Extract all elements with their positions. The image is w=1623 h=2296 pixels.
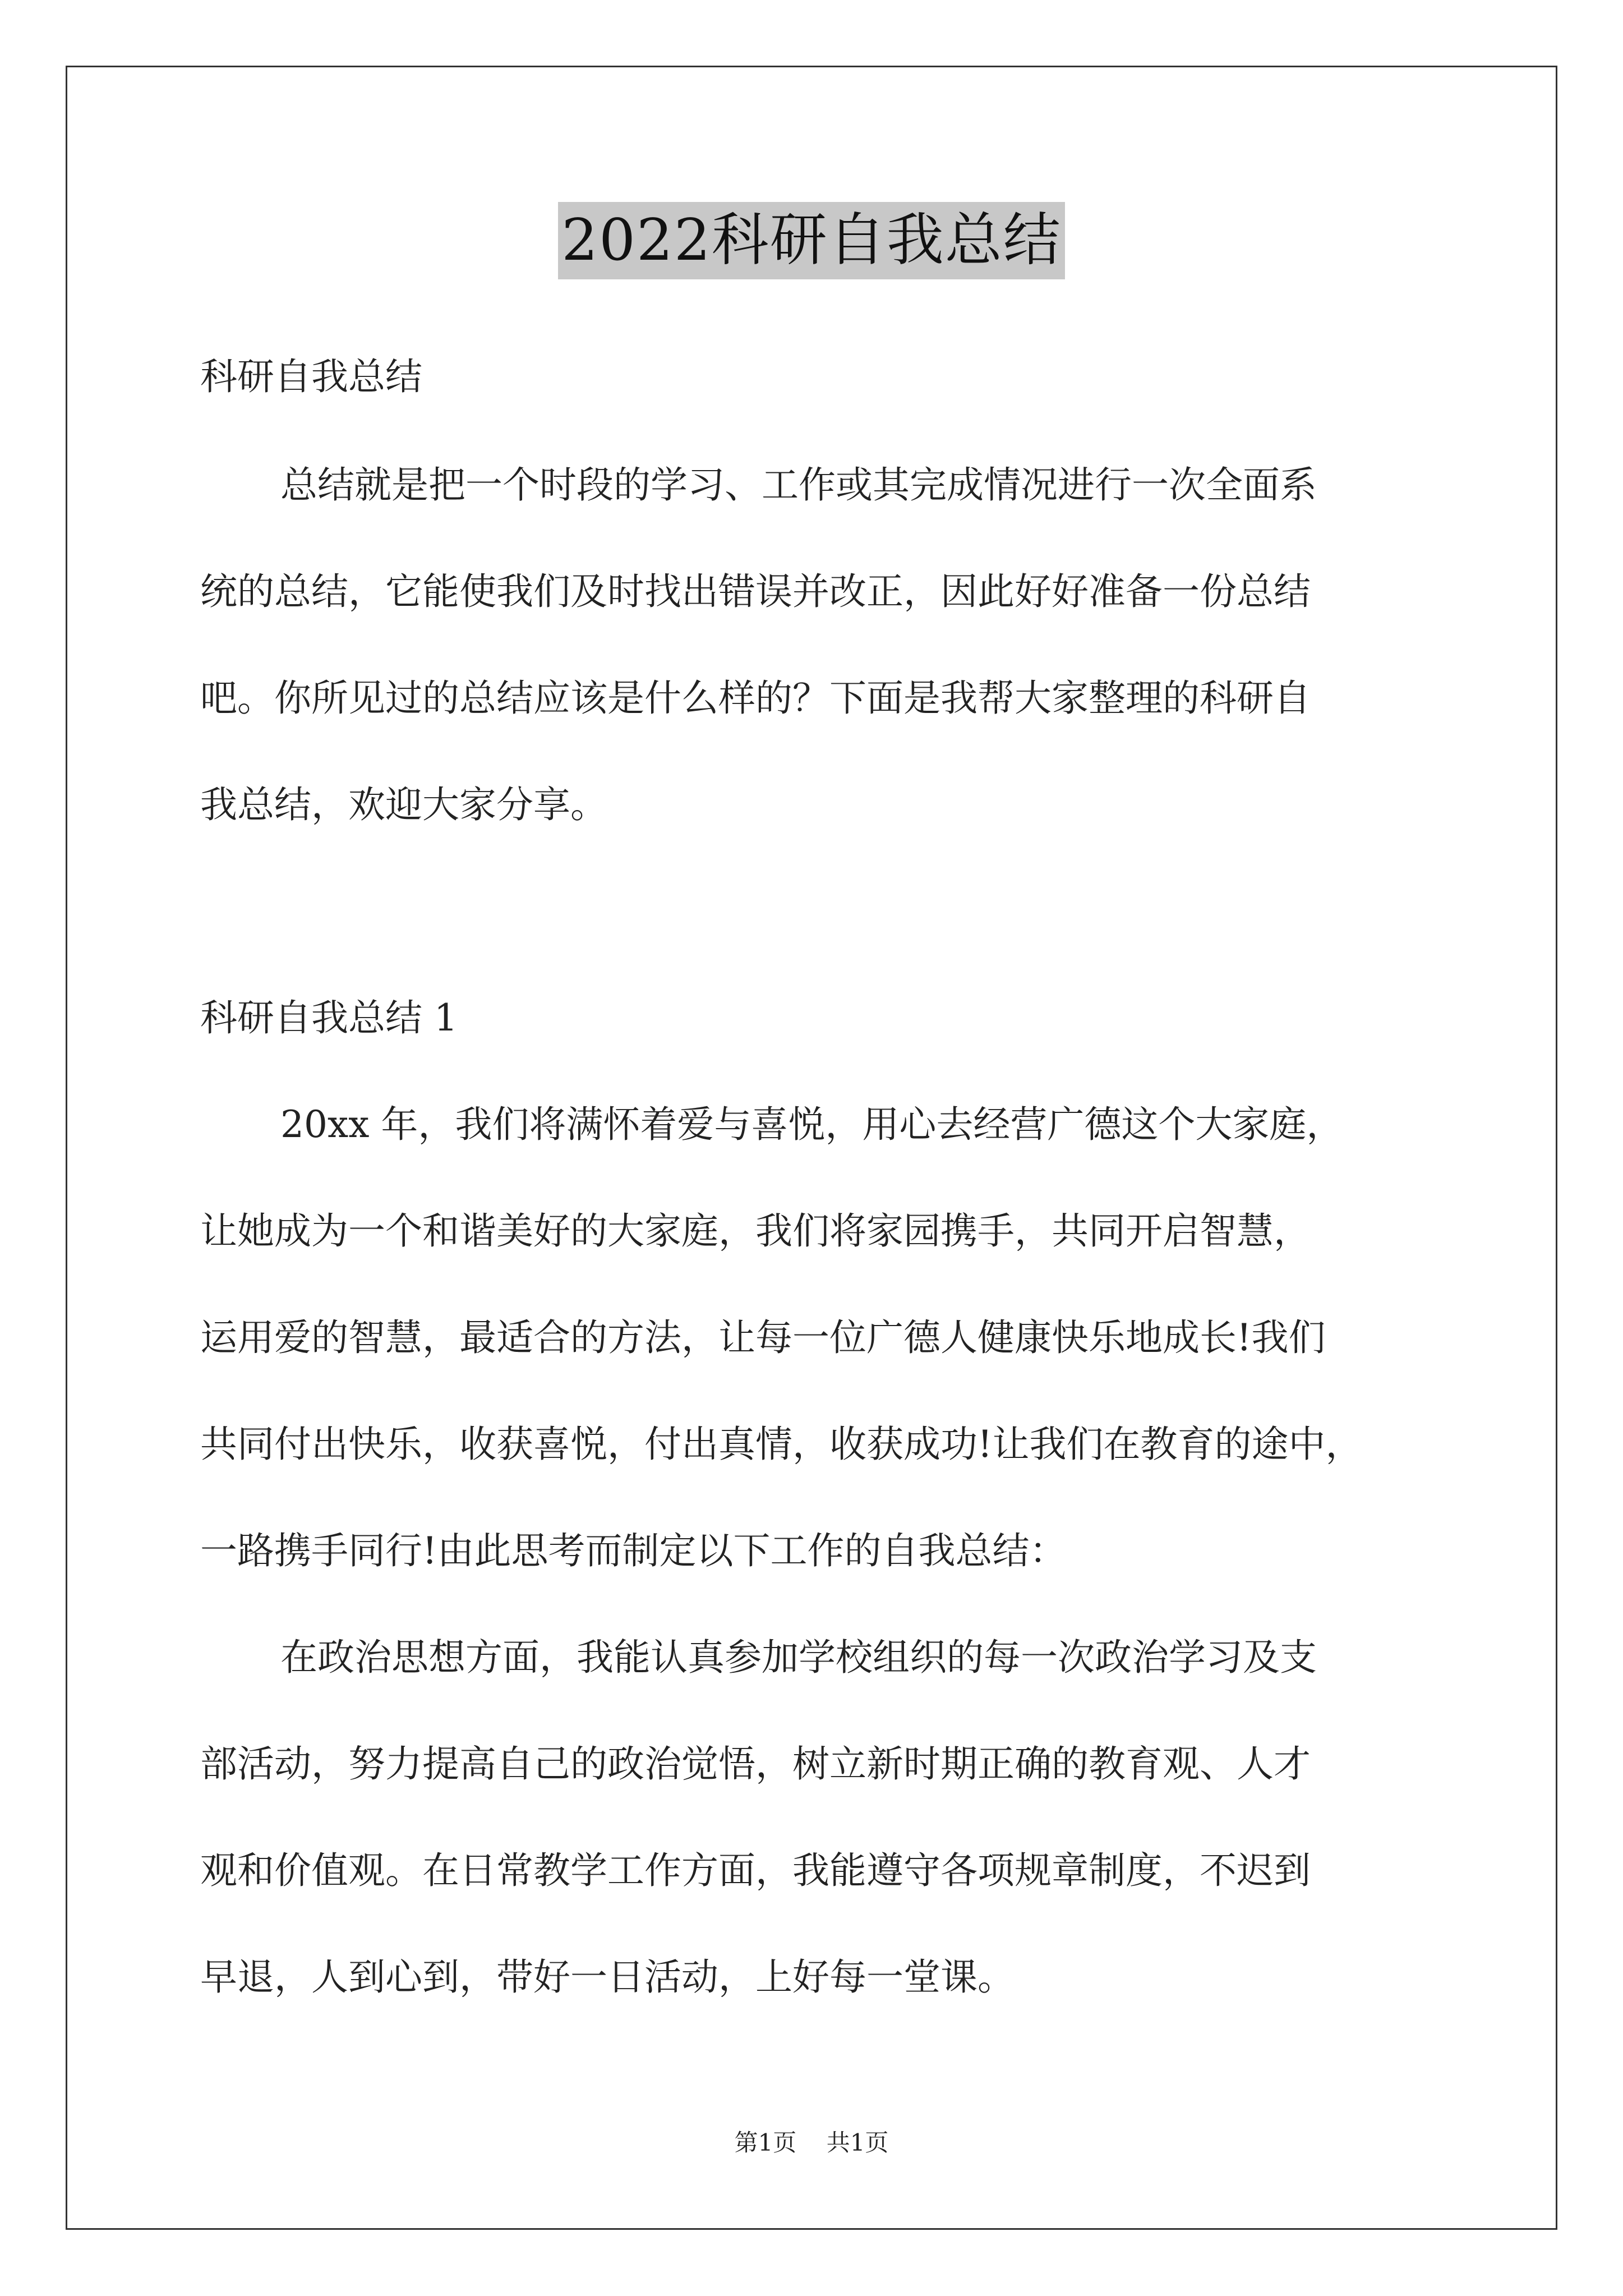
para1-line-4: 共同付出快乐，收获喜悦，付出真情，收获成功!让我们在教育的途中， [200, 1423, 1363, 1466]
para1-line-5: 一路携手同行!由此思考而制定以下工作的自我总结： [200, 1529, 1067, 1572]
page-footer [0, 2126, 1623, 2160]
intro-line-2: 统的总结，它能使我们及时找出错误并改正，因此好好准备一份总结 [200, 570, 1311, 613]
para1-line-3: 运用爱的智慧，最适合的方法，让每一位广德人健康快乐地成长!我们 [200, 1316, 1326, 1359]
subheading-1: 科研自我总结 1 [200, 996, 458, 1039]
intro-line-1: 总结就是把一个时段的学习、工作或其完成情况进行一次全面系 [280, 463, 1317, 507]
page-number: 第1页 [734, 2129, 797, 2156]
para2-line-2: 部活动，努力提高自己的政治觉悟，树立新时期正确的教育观、人才 [200, 1742, 1311, 1786]
para2-line-1: 在政治思想方面，我能认真参加学校组织的每一次政治学习及支 [280, 1636, 1317, 1679]
para1-line-1: 20xx 年，我们将满怀着爱与喜悦，用心去经营广德这个大家庭， [280, 1103, 1344, 1146]
intro-line-4: 我总结，欢迎大家分享。 [200, 783, 607, 826]
para2-line-3: 观和价值观。在日常教学工作方面，我能遵守各项规章制度，不迟到 [200, 1849, 1311, 1892]
title-container [0, 202, 1623, 279]
intro-line-3: 吧。你所见过的总结应该是什么样的？下面是我帮大家整理的科研自 [200, 677, 1311, 720]
document-title: 2022科研自我总结 [558, 202, 1065, 279]
page-total: 共1页 [826, 2129, 889, 2156]
section-heading: 科研自我总结 [200, 355, 422, 398]
para2-line-4: 早退，人到心到，带好一日活动，上好每一堂课。 [200, 1955, 1015, 1999]
para1-line-2: 让她成为一个和谐美好的大家庭，我们将家园携手，共同开启智慧， [200, 1209, 1311, 1253]
